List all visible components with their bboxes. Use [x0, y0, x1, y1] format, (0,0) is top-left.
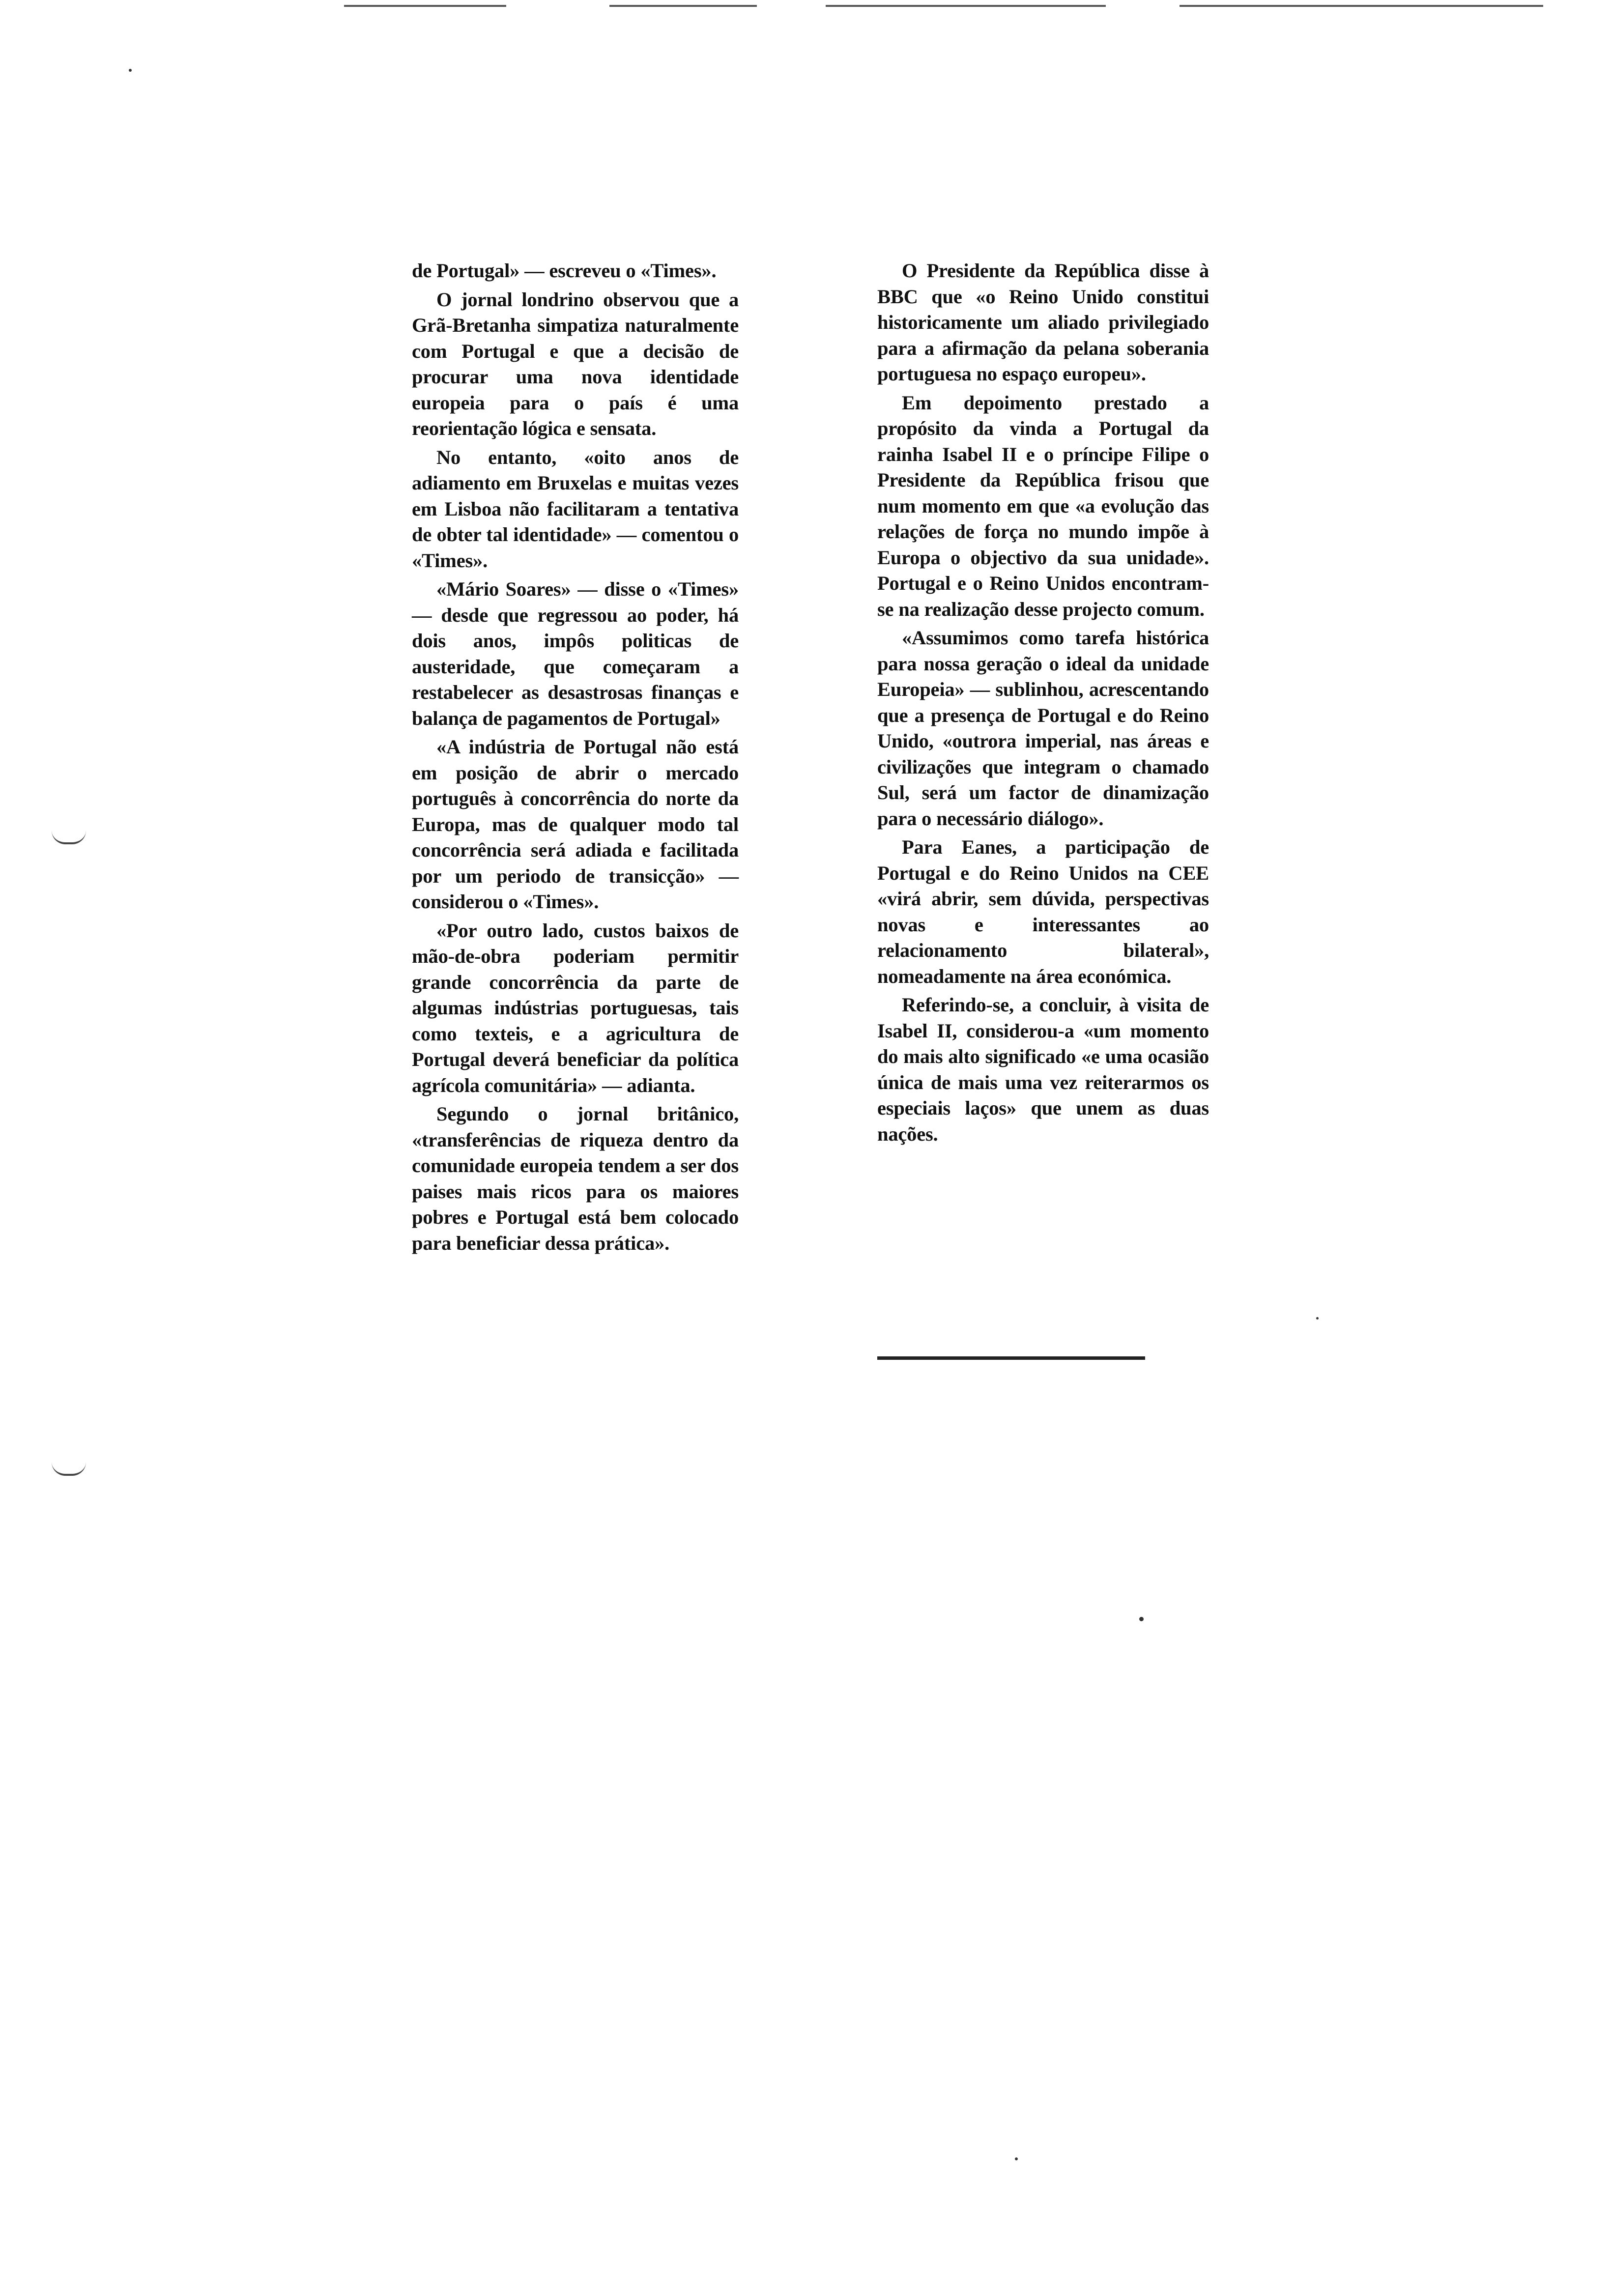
- article-paragraph: «Mário Soares» — disse o «Times» — desde que regressou ao poder, há dois anos, impôs politicas de austeridade, que começaram a restabelecer as desastrosas finanças e balança de pagamentos de Portugal»: [412, 578, 739, 729]
- article-paragraph: «Assumimos como tarefa histórica para nossa geração o ideal da unidade Europeia» — sublinhou, acrescentando que a presença de Portugal e do Reino Unido, «outrora imperial, nas áreas e civilizações que integram o chamado Sul, será um factor de dinamização para o necessário diálogo».: [877, 627, 1209, 830]
- scan-edge-line: [344, 5, 506, 7]
- article-paragraph: de Portugal» — escreveu o «Times».: [412, 259, 717, 282]
- article-end-rule: [877, 1356, 1145, 1360]
- article-paragraph: Segundo o jornal britânico, «transferências de riqueza dentro da comunidade europeia tendem a ser dos paises mais ricos para os maiores pobres e Portugal está bem colocado para beneficiar dessa prática».: [412, 1103, 739, 1254]
- scan-speck: [1015, 2157, 1018, 2160]
- article-paragraph: O jornal londrino observou que a Grã-Bretanha simpatiza naturalmente com Portugal e que a decisão de procurar uma nova identidade europeia para o país é uma reorientação lógica e sensata.: [412, 288, 739, 439]
- article-column-right: [877, 258, 1209, 1150]
- article-column-left: [412, 258, 739, 1259]
- article-paragraph: Referindo-se, a concluir, à visita de Isabel II, considerou-a «um momento do mais alto significado «e uma ocasião única de mais uma vez reiterarmos os especiais laços» que unem as duas nações.: [877, 994, 1209, 1145]
- scan-edge-line: [609, 5, 757, 7]
- article-paragraph: Em depoimento prestado a propósito da vinda a Portugal da rainha Isabel II e o príncipe Filipe o Presidente da República frisou que num momento em que «a evolução das relações de força no mundo impõe à Europa o objectivo da sua unidade». Portugal e o Reino Unidos encontram-se na realização desse projecto comum.: [877, 391, 1209, 620]
- article-paragraph: O Presidente da República disse à BBC que «o Reino Unido constitui historicamente um aliado privilegiado para a afirmação da pelana soberania portuguesa no espaço europeu».: [877, 259, 1209, 385]
- scan-speck: [1139, 1617, 1144, 1621]
- margin-hole-mark: [52, 831, 86, 844]
- article-paragraph: Para Eanes, a participação de Portugal e do Reino Unidos na CEE «virá abrir, sem dúvida, perspectivas novas e interessantes ao relacionamento bilateral», nomeadamente na área económica.: [877, 836, 1209, 987]
- article-paragraph: «Por outro lado, custos baixos de mão-de-obra poderiam permitir grande concorrência da parte de algumas indústrias portuguesas, tais como texteis, e a agricultura de Portugal deverá beneficiar da política agrícola comunitária» — adianta.: [412, 919, 739, 1096]
- scan-speck: [129, 69, 132, 72]
- article-paragraph: No entanto, «oito anos de adiamento em Bruxelas e muitas vezes em Lisboa não facilitaram a tentativa de obter tal identidade» — comentou o «Times».: [412, 446, 739, 572]
- article-paragraph: «A indústria de Portugal não está em posição de abrir o mercado português à concorrência do norte da Europa, mas de qualquer modo tal concorrência será adiada e facilitada por um periodo de transicção» — considerou o «Times».: [412, 736, 739, 913]
- scan-speck: [1316, 1317, 1319, 1320]
- scan-edge-line: [826, 5, 1106, 7]
- margin-hole-mark: [52, 1462, 86, 1476]
- scan-edge-line: [1180, 5, 1543, 7]
